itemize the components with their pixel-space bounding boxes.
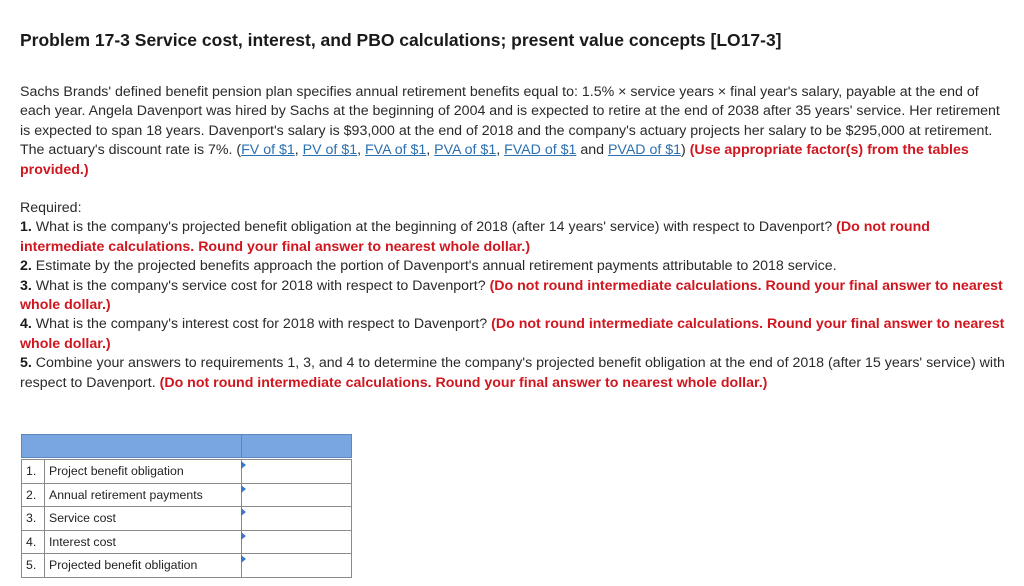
link-separator-and: and [576, 142, 608, 159]
table-row [22, 554, 352, 578]
answer-cell [242, 460, 352, 484]
instruction-note: (Use appropriate factor(s) from the tables provided.) [20, 142, 969, 178]
requirement-4 [20, 315, 1005, 354]
requirement-note: (Do not round intermediate calculations. Round your final answer to nearest whole dollar.) [20, 219, 930, 255]
header-cell [242, 435, 352, 458]
requirement-text: What is the company's projected benefit obligation at the beginning of 2018 (after 14 years' service) with respect to Davenport? [31, 219, 837, 236]
requirement-note: (Do not round intermediate calculations. Round your final answer to nearest whole dollar.) [159, 374, 768, 391]
link-separator: , [357, 142, 365, 159]
requirement-3 [20, 277, 1005, 316]
requirement-number: 5. [20, 355, 32, 372]
pbo-end-input[interactable] [242, 554, 351, 577]
answer-cell [242, 483, 352, 507]
table-row [22, 460, 352, 484]
row-number: 2. [22, 483, 45, 507]
requirement-note: (Do not round intermediate calculations. Round your final answer to nearest whole dollar.) [20, 277, 1003, 314]
answer-cell [242, 507, 352, 531]
fva-table-link[interactable]: FVA of $1 [365, 142, 427, 159]
pv-table-link[interactable]: PV of $1 [302, 142, 358, 159]
fv-table-link[interactable]: FV of $1 [241, 142, 295, 159]
answer-cell [242, 530, 352, 554]
problem-title: Problem 17-3 Service cost, interest, and PBO calculations; present value concepts [LO17-3] [20, 30, 782, 50]
link-separator: , [496, 142, 505, 159]
requirement-number: 1. [20, 219, 32, 236]
row-label: Projected benefit obligation [45, 554, 242, 578]
requirement-number: 4. [20, 316, 32, 333]
header-cell [22, 435, 242, 458]
requirement-text: Estimate by the projected benefits approach the portion of Davenport's annual retirement payments attributable to 2018 service. [31, 258, 837, 275]
table-row [22, 507, 352, 531]
requirement-number: 3. [20, 277, 32, 294]
required-heading: Required: [20, 200, 82, 216]
close-paren: ) [681, 142, 690, 159]
fvad-table-link[interactable]: FVAD of $1 [504, 142, 577, 159]
service-cost-input[interactable] [242, 507, 351, 530]
table-row [22, 530, 352, 554]
requirement-text: Combine your answers to requirements 1, 3, and 4 to determine the company's projected benefit obligation at the end of 2018 (after 15 years' service) with respect to Davenport. [20, 355, 1005, 391]
requirement-text: What is the company's interest cost for 2018 with respect to Davenport? [31, 316, 492, 333]
link-separator: , [426, 142, 435, 159]
link-separator: , [294, 142, 303, 159]
pvad-table-link[interactable]: PVAD of $1 [607, 142, 682, 159]
pbo-beginning-input[interactable] [242, 460, 351, 483]
row-label: Service cost [45, 507, 242, 531]
table-row [22, 483, 352, 507]
table-header-row [22, 435, 352, 458]
row-label: Annual retirement payments [45, 483, 242, 507]
requirement-text: What is the company's service cost for 2018 with respect to Davenport? [31, 277, 490, 294]
interest-cost-input[interactable] [242, 531, 351, 554]
answer-table [21, 434, 352, 578]
row-label: Interest cost [45, 530, 242, 554]
requirement-1 [20, 218, 1005, 257]
requirement-2 [20, 257, 1005, 276]
row-number: 3. [22, 507, 45, 531]
row-number: 1. [22, 460, 45, 484]
problem-description [20, 83, 1005, 180]
requirement-number: 2. [20, 258, 32, 275]
row-number: 5. [22, 554, 45, 578]
row-number: 4. [22, 530, 45, 554]
annual-payments-input[interactable] [242, 484, 351, 507]
pva-table-link[interactable]: PVA of $1 [434, 142, 497, 159]
requirements-section [20, 199, 1005, 393]
requirement-5 [20, 354, 1005, 393]
row-label: Project benefit obligation [45, 460, 242, 484]
requirement-note: (Do not round intermediate calculations. Round your final answer to nearest whole dollar.) [20, 316, 1005, 352]
intro-text: Sachs Brands' defined benefit pension plan specifies annual retirement benefits equal to: 1.5% × service years × final year's salary, payable at the end of each year. Angela Davenport was hired by Sachs at the beginning of 2004 and is expected to retire at the end of 2038 after 35 years' service. Her retirement is expected to span 18 years. Davenport's salary is $93,000 at the end of 2018 and the company's actuary projects her salary to be $295,000 at retirement. The actuary's discount rate is 7%. ( [20, 84, 1000, 159]
answer-cell [242, 554, 352, 578]
